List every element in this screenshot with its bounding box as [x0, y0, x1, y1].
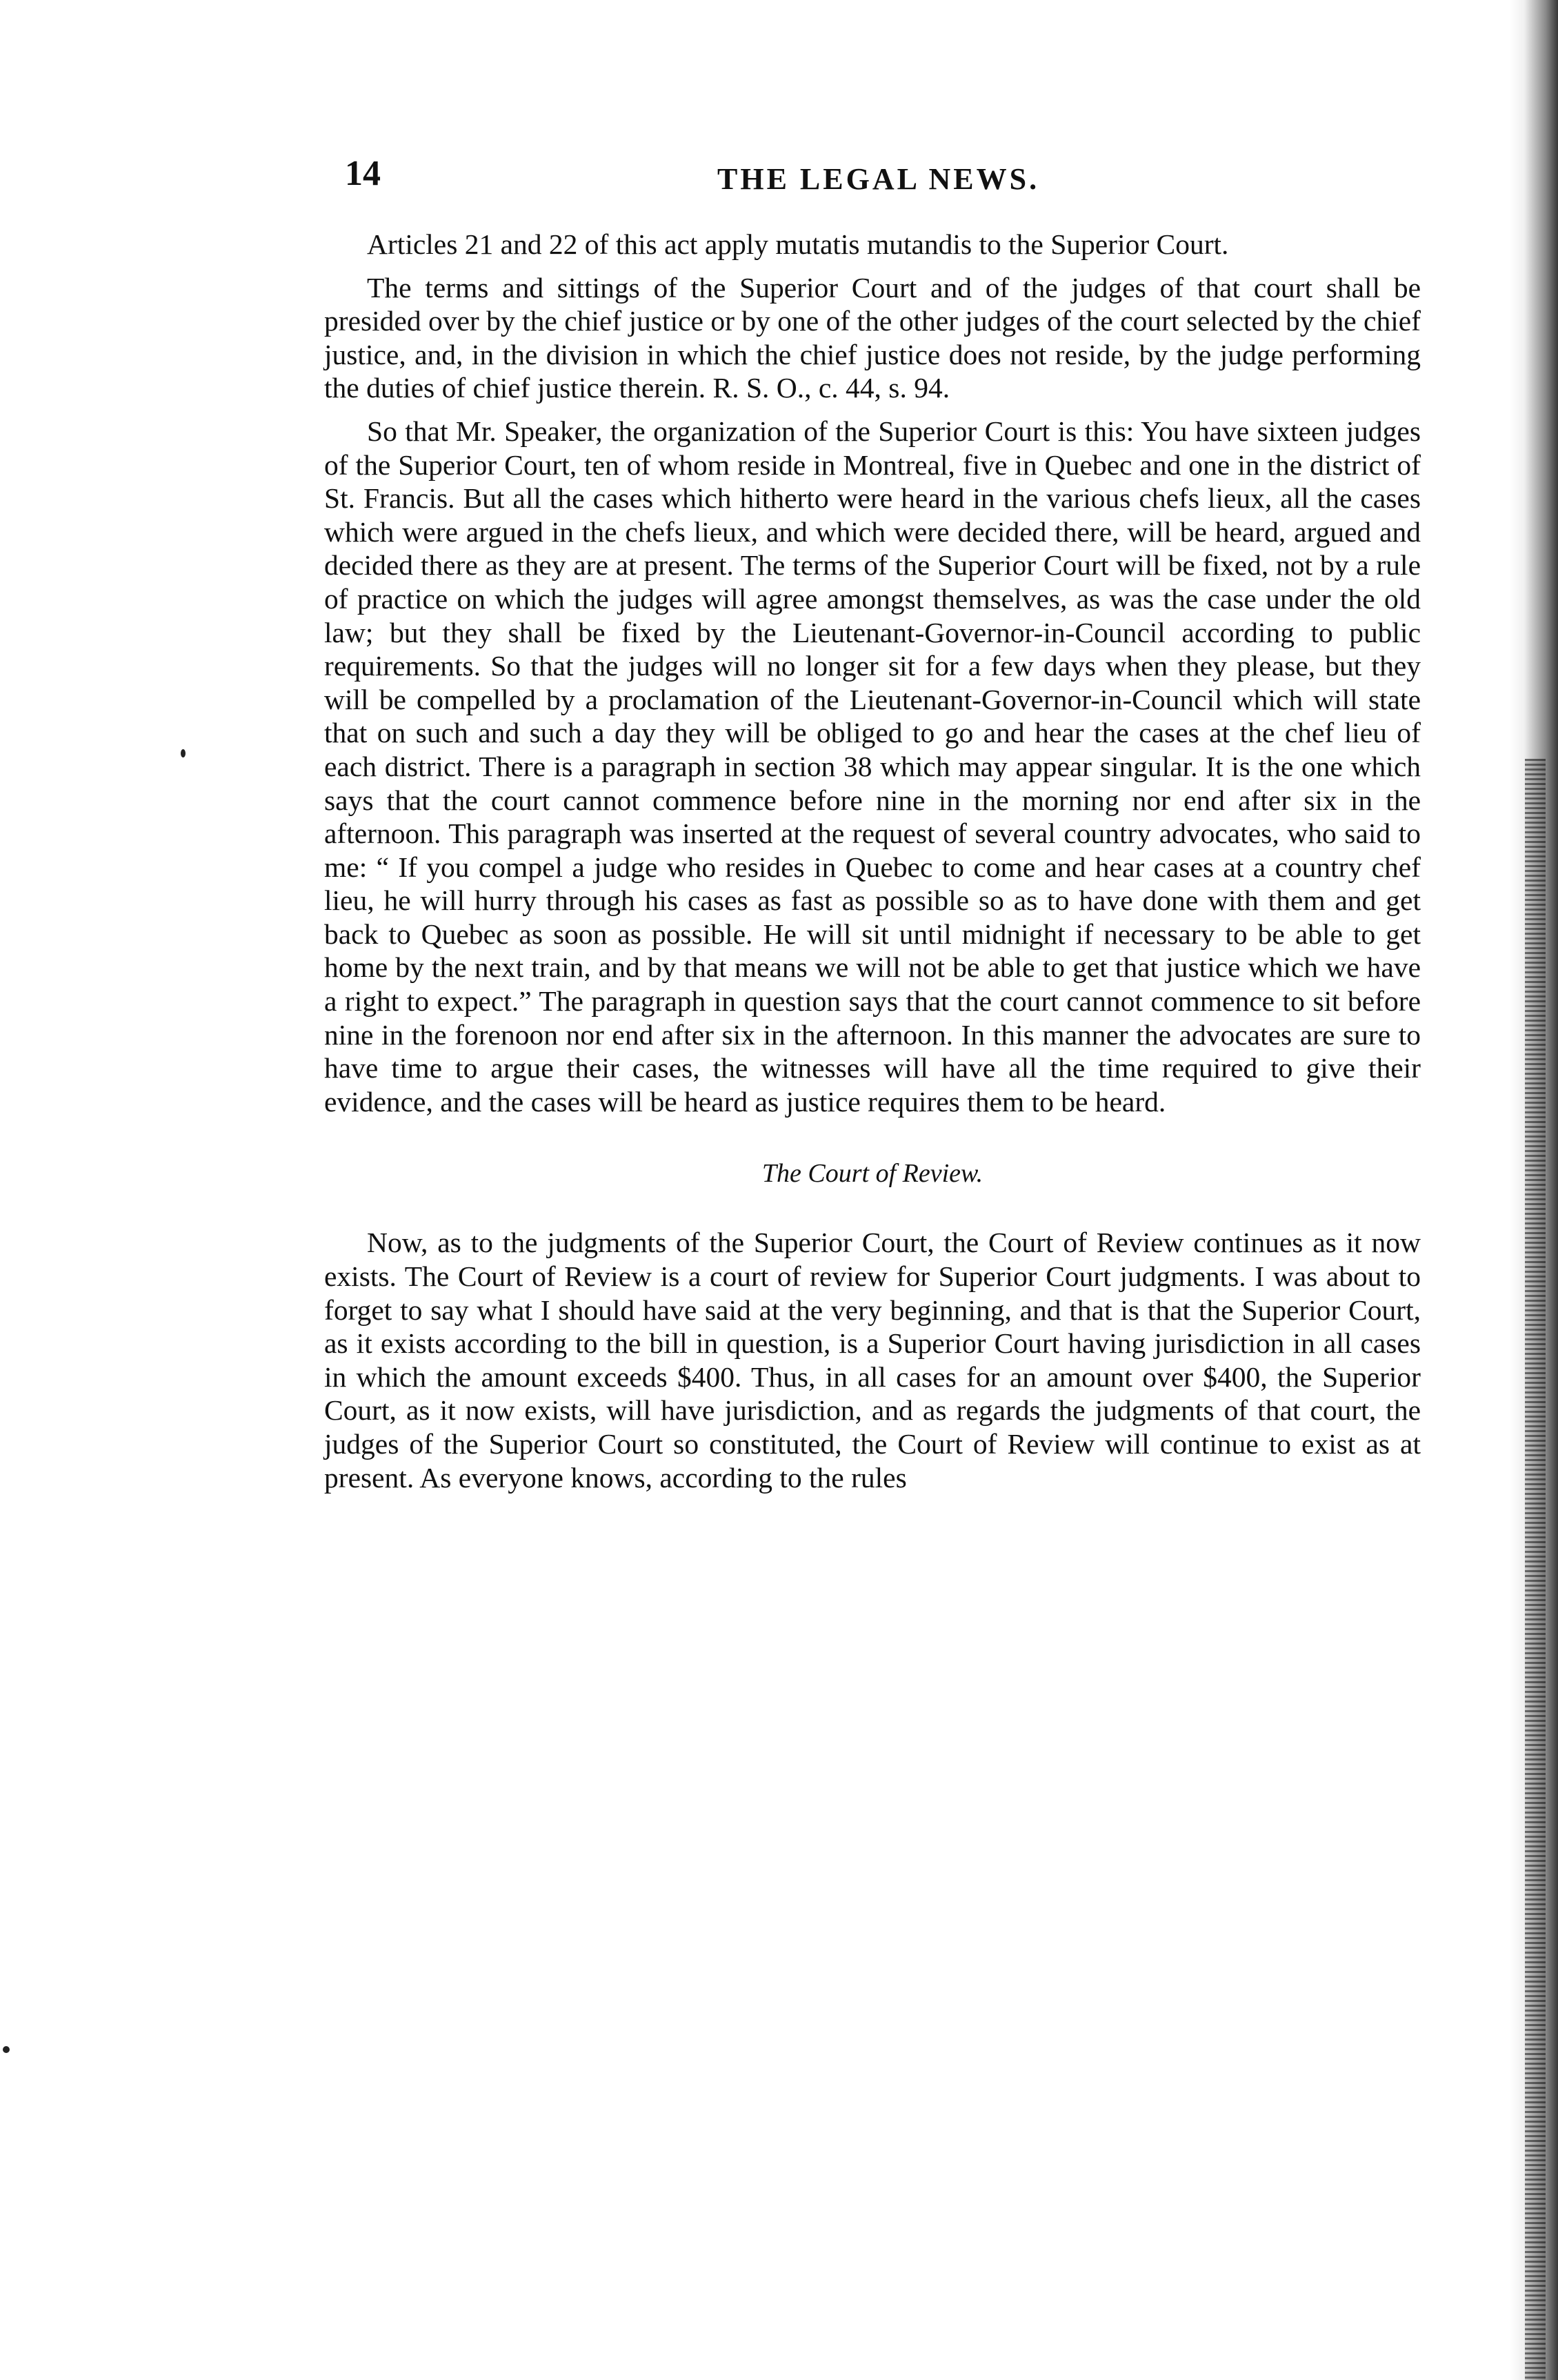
scan-speck [3, 2046, 10, 2053]
paragraph-terms-and-sittings: The terms and sittings of the Superior Court and of the judges of that court shall be presided over by the chief justice or by one of the other judges of the court selected by the chief justice, and, in the division in which the chief justice does not reside, by the judge performing the duties of chief justice therein. R. S. O., c. 44, s. 94. [324, 271, 1421, 404]
running-head [345, 156, 1421, 211]
paragraph-organization: So that Mr. Speaker, the organization of the Superior Court is this: You have sixteen judges of the Superior Court, ten of whom reside in Montreal, five in Quebec and one in the district of St. Francis. But all the cases which hitherto were heard in the various chefs lieux, all the cases which were argued in the chefs lieux, and which were decided there, will be heard, argued and decided there as they are at present. The terms of the Superior Court will be fixed, not by a rule of practice on which the judges will agree amongst themselves, as was the case under the old law; but they shall be fixed by the Lieutenant-Governor-in-Council according to public requirements. So that the judges will no longer sit for a few days when they please, but they will be compelled by a proclamation of the Lieutenant-Governor-in-Council which will state that on such and such a day they will be obliged to go and hear the cases at the chef lieu of each district. There is a paragraph in section 38 which may appear singular. It is the one which says that the court cannot commence before nine in the morning nor end after six in the afternoon. This paragraph was inserted at the request of several country advocates, who said to me: “ If you compel a judge who resides in Quebec to come and hear cases at a country chef lieu, he will hurry through his cases as fast as possible so as to have done with them and get back to Quebec as soon as possible. He will sit until midnight if necessary to be able to get home by the next train, and by that means we will not be able to get that justice which we have a right to expect.” The paragraph in question says that the court cannot commence to sit before nine in the forenoon nor end after six in the afternoon. In this manner the advocates are sure to have time to argue their cases, the witnesses will have all the time required to give their evidence, and the cases will be heard as justice requires them to be heard. [324, 415, 1421, 1118]
article-body [324, 228, 1421, 1494]
paragraph-articles: Articles 21 and 22 of this act apply mutatis mutandis to the Superior Court. [367, 228, 1229, 260]
paragraph-court-of-review: Now, as to the judgments of the Superior Court, the Court of Review continues as it now exists. The Court of Review is a court of review for Superior Court judgments. I was about to forget to say what I should have said at the very beginning, and that is that the Superior Court, as it exists according to the bill in question, is a Superior Court having jurisdiction in all cases in which the amount exceeds $400. Thus, in all cases for an amount over $400, the Superior Court, as it now exists, will have jurisdiction, and as regards the judgments of that court, the judges of the Superior Court so constituted, the Court of Review will continue to exist as at present. As everyone knows, according to the rules [324, 1227, 1421, 1494]
binding-gutter-edge [1525, 759, 1546, 2380]
scan-speck [181, 749, 186, 757]
journal-title: THE LEGAL NEWS. [717, 162, 1040, 196]
section-heading-court-of-review: The Court of Review. [761, 1159, 983, 1189]
page-number: 14 [345, 154, 381, 193]
